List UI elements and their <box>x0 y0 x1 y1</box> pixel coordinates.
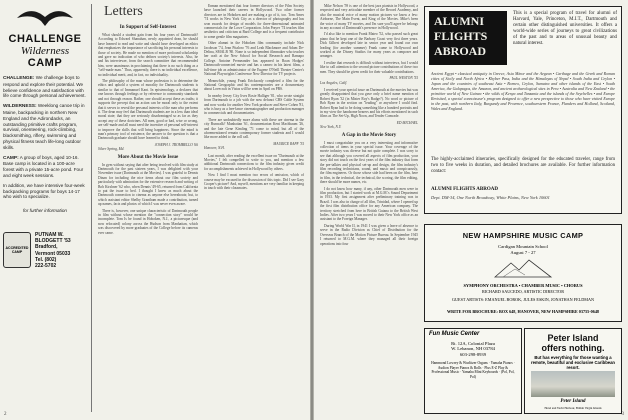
music-center-address: Rt. 12A, Colonial Plaza W. Lebanon, NH 03784 603-298-8939 <box>451 341 495 357</box>
peter-island-footer-sub: Hotel and Yacht Harbour, British Virgin Islands <box>544 406 602 410</box>
camp-address: PUTNAM W. BLODGETT '53 Bradford, Vermont 05033 Tel. (802) 222-5702 <box>35 231 71 269</box>
nh-music-title: NEW HAMPSHIRE MUSIC CAMP <box>462 231 584 240</box>
camp-title: CHALLENGE <box>8 33 82 45</box>
alumni-flights-body: Ancient Egypt • classical antiquity in Greece, Asia Minor and the Aegean • Carthage and the Greek and Roman cities of Sicily and North Africa • Khyber Pass, India and the Himalayas of Nepal • South India and Ceylon • Japan and the countries of southeast Asia • Borneo, Ceylon, Sumatra and other islands of the East • South America, the Galapagos, the Amazon, and ancient archaeological sites in Peru • Australia and New Zealand • the primitive world of New Guinea • the wilds of Kenya and Tanzania and the islands of the Seychelles • and Europe Revisited, a special connoisseur's program designed to offer a new perspective to those who have visited Europe in the past, with northern Italy, Burgundy and Provence, southwestern France, Flanders and Holland, Scotland, Wales and England. <box>431 71 615 111</box>
page-number-left: 2 <box>4 412 7 417</box>
nh-music-brochure: WRITE FOR BROCHURE: BOX 648, HANOVER, NEW HAMPSHIRE 03755-0648 <box>446 309 600 314</box>
peter-island-photo <box>531 371 615 397</box>
peter-island-title-2: offers nothing. <box>541 343 605 353</box>
camp-title-script: Wilderness <box>20 45 70 57</box>
camp-contact <box>3 232 87 269</box>
right-page <box>314 0 628 420</box>
eagle-icon <box>3 4 87 28</box>
alumni-flights-contact: ALUMNI FLIGHTS ABROAD <box>431 187 498 192</box>
peter-island-title: Peter Island <box>547 333 599 343</box>
left-page <box>0 0 310 420</box>
nh-music-camp-ad <box>424 224 622 322</box>
alumni-flights-body-2: The highly-acclaimed itineraries, specifically designed for the educated traveler, range from two to five weeks in duration, and detailed brochures are available. For further information contact: <box>431 157 615 174</box>
camp-title-2: CAMP <box>27 57 63 69</box>
accredited-badge: ACCREDITED CAMP <box>3 232 31 268</box>
alumni-flights-address: Dept. DM-34, One North Broadway, White Plains, New York 10601 <box>431 195 550 200</box>
letters-column-3: Mike Nelson '59 is one of the best jazz pianists in Hollywood, a respected and very articulate member of the Record Academy, and also the musical voice of many motion pictures we know a few: Airborne, The Main Event, and King of the Movies. Mike's been the voice of many TV movies, and I'm sure you'll agree he belongs in any account of Dartmouth's presence in Hollywood. I'd also like to mention Frank Mateo '52, who passed such great piano that he kept one of the Barbary Coast very first three years. Dick Gilbert developed late in senior year and found our own leading (for another summer) Frank came to Hollywood and worked at the Disney Studios for many years as composer and arranger. I realize that research is difficult without interviews, but I would like to call attention to the second picture contributions of these two men. They should be given credit for their valuable contributions. PAUL WESTON '55 Los Angeles, Calif. I received your special issue on Dartmouth at the movies but was greatly disappointed that you gave only a brief name mention of Robert Ryan '32 (in Mister Roy's Badge?). No word or picture of Bob Ryan in the section on "leading" or anywhere I could find. Robert Ryan had to be doing something like a hundred portraits and in my view the handsome bearers and his efforts mentioned in such films as The Set-Up, High Noon, and Tender Comrade. ED MICHAEL New York, N.Y. A Gap in the Movie Story I must congratulate you on a very interesting and informative collection of items in your special issue. Your coverage of the movie industry was diverse but not quite complete. I was sorry to see that although you covered all aspects of film production, your story did not touch on the first years of the film industry that form the pre-talkies and physical set-up and design, the film industry's film recording technicians, sound, and music and conspicuously, the film engineers. Or those whose side had been on the film, here in film, in the technical, the technical, the scoring, the film editing, there should be more names, etc. I do not know how many, if any, other Dartmouth men were in film production, but I started work at M.G.M.'s Sound Department in 1933. My first assignment after preliminary training was in Brazil. I was also in charge of all film, Trinidad, where I opened up the first film distribution office for any American company. The territory stretched from here in British Guiana to the British West Indies. After two years I was moved to their New York office as an assistant to the Foreign Manager. During World War II, in 1941 I was given a leave of absence to serve in the Radio Division as Chief of Distribution for the Overseas Branch of the Motion Picture Bureau. In September 1945 I returned to M.G.M. where they managed all their foreign operations into four <box>320 4 418 246</box>
letters-column-1: In Support of Self-Interest What should a student gain from his four years of Dartmouth? According to Edward Shanahan, newly appointed dean, he should have learned to read and write and should have developed an ethics that emphasizes the importance of sacrificing his personal interests to those of society. He made no mention of more profound scholarship and gave no indication of who defines society's interests. Also, he and his interviewer, from the search committee that recommended him, were unanimous in proclaiming that there is no such thing as a "self-made man." Thus, apparently, there is no individual excellence, no individual merit, and, in fact, no individuality. The philosophy of the man whose profession is to determine the ethics and uphold a system of morality for Dartmouth students is similar to that of Immanuel Kant. In epistemology, a declares that one knows through feelings or by reference to community standards and not through reason. Rather, one should accept these as truths; it supports the precept that an action can be moral only to the extent that it serves to reveal the personal interests of the man who performs it. The dean may feel that Dartmouth students are in a less than ideal moral state; that they are seriously disadvantaged so as far as they accept any of these doctrines. All men, good or bad, wise or wrong, are self-made and all must need the incentive of personal self-interest to improve the skills that will bring happiness. Since the mind is man's primary tool of existence, the answer to the question is that a Dartmouth graduate should have learned to think. JOSEPH J. TROMBELLO '66 Silver Spring, Md. More About the Movie Issue In gym without saying that after being involved with film study at Dartmouth for the past sixteen years, I was delighted with your November issue (Dartmouth at the Movies). I was grateful to Dennis Dinan for including the nice items about our film society and particularly with admiration for the extensive research and writing of Bob Kirshner '62 who, when Dennis '49-65, returned from California to put the issue to bed. I thought I knew as much about the Dartmouth connection to cinema as anyone else hereabouts; but, to which assistant editor Shelby Grantham made a contribution, turned up names, facts and photos of which I was never even aware. There is, however, one unique characteristic of Dartmouth people in film without whose mention the "connection story" would be incomplete. Tom Is be found in Hoboken, N.J., a picturesque (and now relocated) colony across the Hudson from Manhattan, which was discovered by more graduates of the College before its cameras ever came. <box>98 25 198 235</box>
nh-music-dates: August 7 - 27 <box>510 250 536 255</box>
column-divider <box>91 4 92 412</box>
peter-island-footer: Peter Island <box>560 399 586 404</box>
nh-music-school: Cardigan Mountain School <box>498 244 548 249</box>
alumni-flights-logo: ALUMNI FLIGHTS ABROAD <box>429 11 507 65</box>
nh-music-program: SYMPHONY ORCHESTRA • CHAMBER MUSIC • CHORUS <box>463 283 583 288</box>
page-number-right: 3 <box>621 412 624 417</box>
letters-column-2: Enman mentioned that four former directors of the Film Society have launched their careers in Hollywood. Two other former directors are in Hoboken and are making a go of it, too. Tom Ames '74 works in New York City as a director of photography and has won awards for design of models for three-dimensional animated commercials for the Lowe Corporation. John Prayer '74 teaches film aesthetics and criticism at Bard College and is a frequent contributor to some gentle film magazines. Other alumni in the Hoboken film community include Nick Jacobson '74, Jean Pitaloro '76 and Leah Blackmore and Adam De-Delina, SMALB '80. None is so independent filmmaker who teaches her craft at the New School for Social Research and Ramapo College. Antoine Permeander has appeared in Roan Hodges' Dartmouth-connected movie and has a cameo in his latest films, a full-time job as administrator of the Eugene O'Neill Theater Center's National Playwrights Conference New Director for TV projects. Meanwhile, young Frank Ericksonly completed a film for the National Geographic and his contemporaries are a documentary about Lovecraft in Vistas will be seen in April on PBS. In nearby Jersey City lives Rosie Halliger '81, who wrote straight from Dartmouth to a job with the now defunct CBS Cable System and now works for another New York producer and Steve Cohen '81, who is busy as a free-lance cinematographer and production manager in commercials and documentaries. There are undoubtedly more alums with these are cinema in the city Bunwalk? Manhattan '61, documentarian Kent Machbaum '26, and the late Gene Kimling '71 come to mind, but all of the aforementioned remain contemporary former students and I would like more added to the roll call. MAURICE RAPF '35 Hanover, N.H. Last month, after reading the excellent issue on "Dartmouth at the Movies," I felt compelled to write to you, and mention a few additional Dartmouth connections to the film industry given credit for accomplishments achieved in Hollywood by others. Now I find I must mention two errors of omission, which of course may be excused in the discussion of this topic. Did I see Gary Cooper's picture? And, myself, mentions are very familiar in keeping in touch with their classmates. <box>204 4 304 191</box>
alumni-flights-ad <box>424 6 622 214</box>
music-center-logo: Fun Music Center <box>429 331 480 337</box>
alumni-flights-intro: This is a special program of travel for alumni of Harvard, Yale, Princeton, M.I.T., Dartmouth and certain other distinguished universities. It offers a world-wide series of journeys to great civilizations of the past and to areas of unusual beauty and natural interest. <box>513 11 617 46</box>
nh-music-director: RICHARD SAUCEDO, ARTISTIC DIRECTOR <box>481 289 565 294</box>
music-center-ad <box>424 328 522 414</box>
peter-island-text: But has everything for those wanting a remote, beautiful and exclusive Caribbean resort. <box>530 355 615 371</box>
challenge-camp-ad <box>3 4 87 416</box>
camp-more-info: for further information <box>23 208 67 214</box>
section-title: Letters <box>104 4 143 19</box>
camp-description: CHALLENGE: We challenge boys to respond and explore their potential. We believe confidence and satisfaction with life come through personal achievement. WILDERNESS: Weeklong canoe trip in Maine, backpacking in northern New England and the Adirondacks, an outstanding primitive crafts program, survival, orienteering, rock-climbing, blacksmithing, riflery, swimming and physical fitness teach life-long outdoor skills. CAMP: A group of boys, aged 10-16. Base camp is located in a 100-acre forest with a private 15-acre pond. Four and eight week sessions. In addition, we have intensive four-week backpacking programs for boys 14-17 who wish to specialize. for further information <box>3 75 86 214</box>
peter-island-ad <box>524 328 622 414</box>
mountain-icon <box>493 257 553 279</box>
music-center-products: Hammond Lowrey & Wurlitzer Organs · Yamaha Pianos · Audion Player Pianos & Rolls · Plus E-Z Play & Professional Music · Yamaha Mini Keyboards · (Pol, Pol, Pol) <box>431 361 515 379</box>
nh-music-guests: GUEST ARTISTS: EMANUEL BOROK, JULES ESKIN, JONATHAN FELDMAN <box>451 297 594 302</box>
